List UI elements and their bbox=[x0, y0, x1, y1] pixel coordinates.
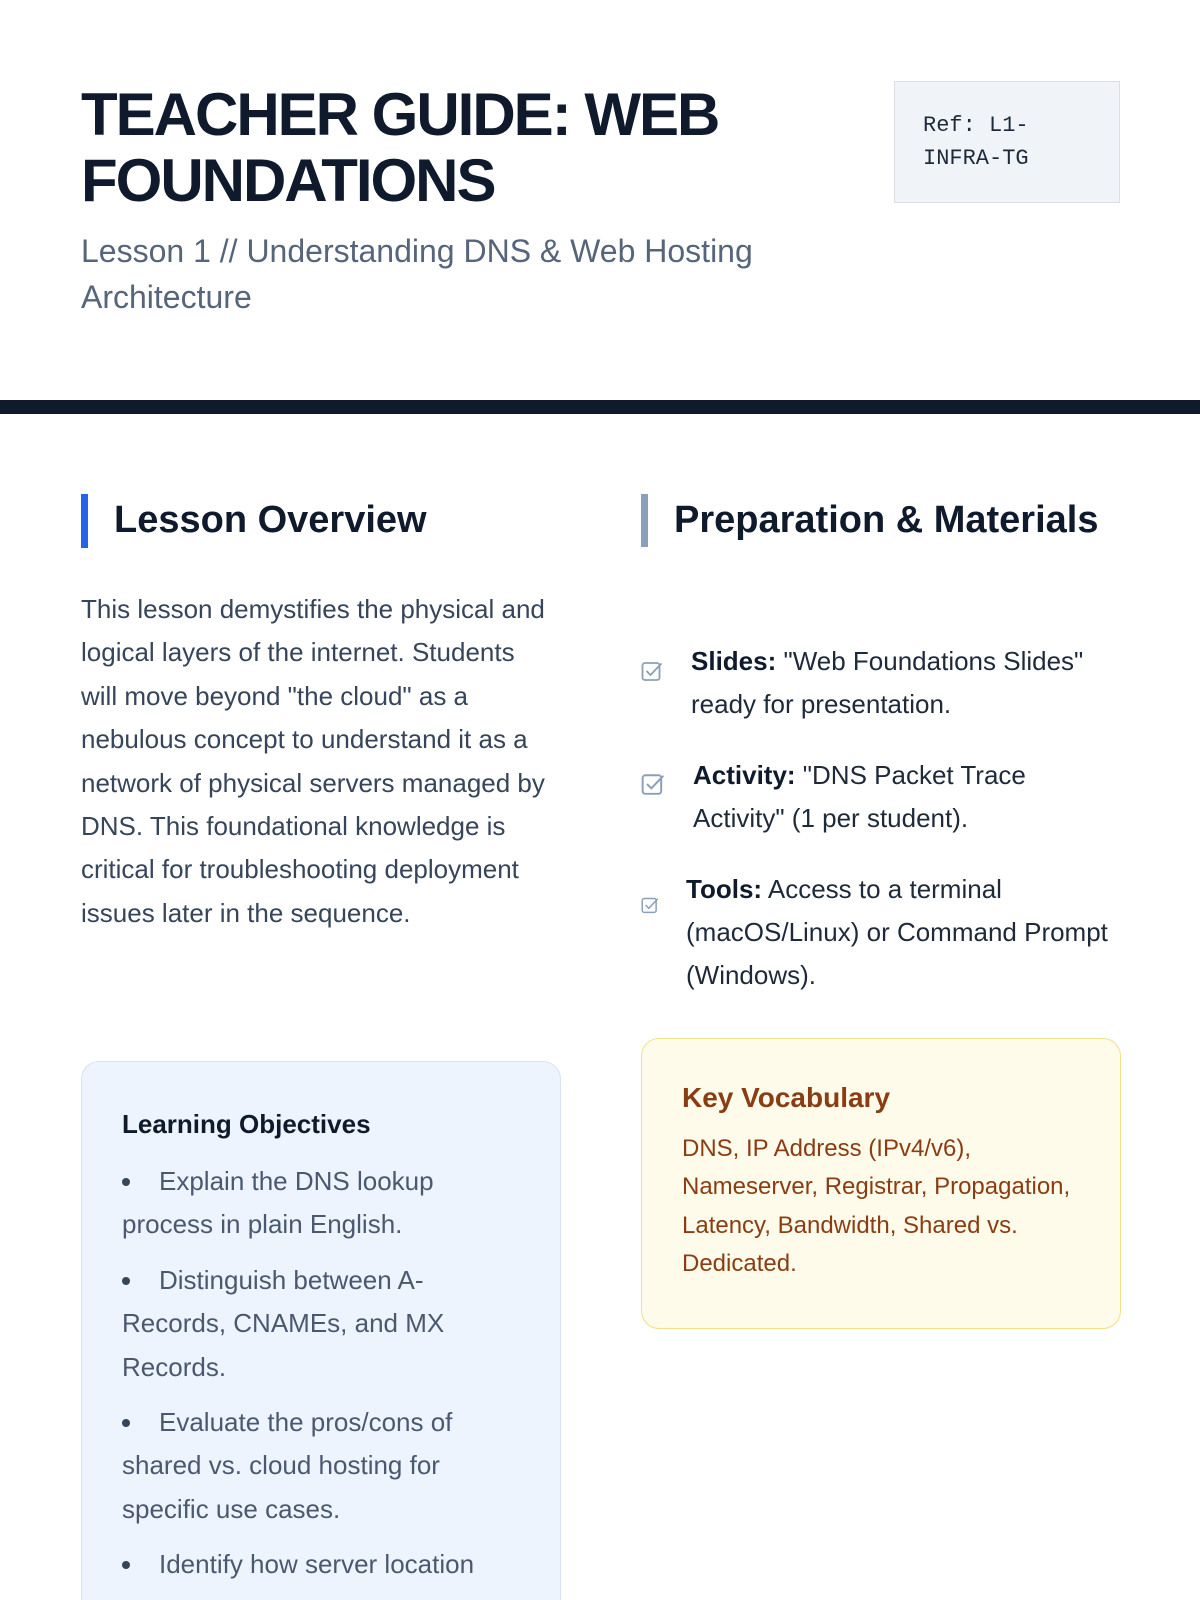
learning-objectives-heading: Learning Objectives bbox=[122, 1109, 371, 1139]
page-subtitle: Lesson 1 // Understanding DNS & Web Hosting Architecture bbox=[81, 233, 753, 315]
reference-code-box bbox=[894, 81, 1120, 203]
key-vocabulary-heading: Key Vocabulary bbox=[682, 1082, 891, 1113]
materials-checklist bbox=[641, 640, 1121, 1025]
material-item-activity: Activity: "DNS Packet Trace Activity" (1 per student). bbox=[641, 754, 1121, 841]
preparation-materials-heading bbox=[641, 494, 1121, 547]
page-title: TEACHER GUIDE: WEB FOUNDATIONS bbox=[81, 81, 719, 214]
document-header bbox=[0, 0, 1200, 400]
objective-item: Evaluate the pros/cons of shared vs. cloud hosting for specific use cases. bbox=[122, 1407, 453, 1524]
objective-item: Identify how server location bbox=[122, 1543, 520, 1586]
material-item-slides: Slides: "Web Foundations Slides" ready for presentation. bbox=[641, 640, 1121, 727]
lesson-overview-text: This lesson demystifies the physical and logical layers of the internet. Students will move beyond "the cloud" as a nebulous concept to understand it as a network of physical servers managed by DNS. This foundational knowledge is critical for troubleshooting deployment issues later in the sequence. bbox=[81, 594, 545, 928]
header-divider bbox=[0, 400, 1200, 414]
learning-objectives-list bbox=[122, 1160, 520, 1587]
reference-code: Ref: L1-INFRA-TG bbox=[923, 113, 1029, 171]
overview-accent-bar bbox=[81, 494, 88, 548]
objective-item: Distinguish between A-Records, CNAMEs, and MX Records. bbox=[122, 1264, 445, 1382]
checkbox-icon bbox=[641, 884, 659, 927]
material-item-tools: Tools: Access to a terminal (macOS/Linux) or Command Prompt (Windows). bbox=[641, 868, 1121, 998]
bullet-icon bbox=[122, 1277, 130, 1285]
lesson-overview-heading-text: Lesson Overview bbox=[114, 499, 427, 541]
preparation-materials-heading-text: Preparation & Materials bbox=[674, 499, 1099, 541]
bullet-icon bbox=[122, 1178, 130, 1186]
key-vocabulary-card bbox=[641, 1038, 1121, 1329]
key-vocabulary-terms: DNS, IP Address (IPv4/v6), Nameserver, Registrar, Propagation, Latency, Bandwidth, Shared vs. Dedicated. bbox=[682, 1135, 1071, 1278]
learning-objectives-card bbox=[81, 1061, 561, 1600]
objective-item: Explain the DNS lookup process in plain English. bbox=[122, 1166, 434, 1240]
lesson-overview-heading bbox=[81, 494, 561, 547]
preparation-accent-bar bbox=[641, 494, 648, 547]
checkbox-icon bbox=[641, 766, 665, 809]
bullet-icon bbox=[122, 1561, 130, 1569]
bullet-icon bbox=[122, 1419, 130, 1427]
checkbox-icon bbox=[641, 652, 663, 695]
